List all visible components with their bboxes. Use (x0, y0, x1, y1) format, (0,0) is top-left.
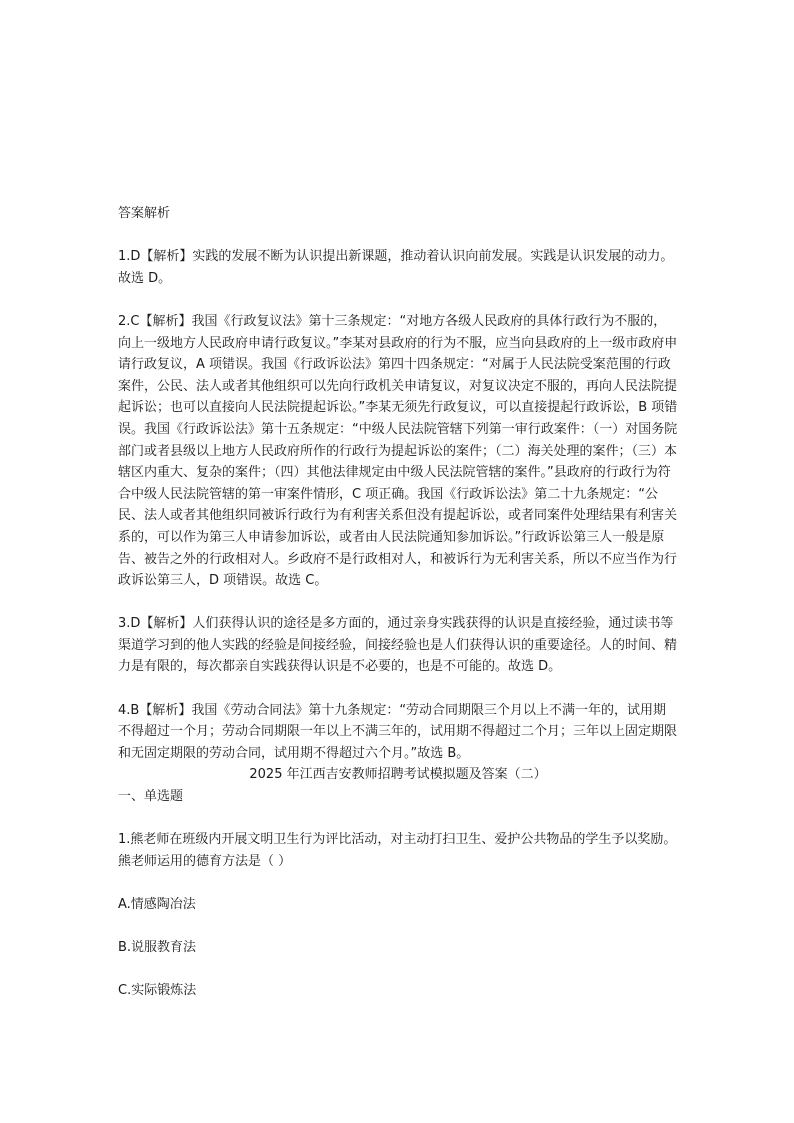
answer-1: 1.D【解析】实践的发展不断为认识提出新课题，推动着认识向前发展。实践是认识发展的动力。故选 D。 (118, 249, 674, 286)
option-b: B.说服教育法 (118, 940, 197, 956)
document-body (118, 203, 678, 1002)
answer-heading: 答案解析 (118, 206, 171, 221)
answer-4: 4.B【解析】我国《劳动合同法》第十九条规定：“劳动合同期限三个月以上不满一年的，试用期不得超过一个月；劳动合同期限一年以上不满三年的，试用期不得超过二个月；三年以上固定期限和无固定期限的劳动合同，试用期不得超过六个月。”故选 B。 (118, 702, 678, 761)
answer-3: 3.D【解析】人们获得认识的途径是多方面的，通过亲身实践获得的认识是直接经验，通过读书等渠道学习到的他人实践的经验是间接经验，间接经验也是人们获得认识的重要途径。人的时间、精力是有限的，每次都亲自实践获得认识是不必要的，也是不可能的。故选 D。 (118, 616, 678, 675)
exam-title: 2025 年江西吉安教师招聘考试模拟题及答案（二） (249, 767, 547, 783)
question-1: 1.熊老师在班级内开展文明卫生行为评比活动，对主动打扫卫生、爱护公共物品的学生予以奖励。熊老师运用的德育方法是（ ） (118, 832, 677, 869)
option-a: A.情感陶冶法 (118, 897, 196, 912)
section-title: 一、单选题 (118, 789, 184, 805)
option-c: C.实际锻炼法 (118, 983, 197, 999)
answer-2: 2.C【解析】我国《行政复议法》第十三条规定：“对地方各级人民政府的具体行政行为不服的，向上一级地方人民政府申请行政复议。”李某对县政府的行为不服，应当向县政府的上一级市政府申请行政复议，A 项错误。我国《行政诉讼法》第四十四条规定：“对属于人民法院受案范围的行政案件，公民、法人或者其他组织可以先向行政机关申请复议，对复议决定不服的，再向人民法院提起诉讼；也可以直接向人民法院提起诉讼。”李某无须先行政复议，可以直接提起行政诉讼，B 项错误。我国《行政诉讼法》第十五条规定：“中级人民法院管辖下列第一审行政案件：（一）对国务院部门或者县级以上地方人民政府所作的行政行为提起诉讼的案件；（二）海关处理的案件；（三）本辖区内重大、复杂的案件；（四）其他法律规定由中级人民法院管辖的案件。”县政府的行政行为符合中级人民法院管辖的第一审案件情形，C 项正确。我国《行政诉讼法》第二十九条规定：“公民、法人或者其他组织同被诉行政行为有利害关系但没有提起诉讼，或者同案件处理结果有利害关系的，可以作为第三人申请参加诉讼，或者由人民法院通知参加诉讼。”行政诉讼第三人一般是原告、被告之外的行政相对人。乡政府不是行政相对人，和被诉行为无利害关系，所以不应当作为行政诉讼第三人，D 项错误。故选 C。 (118, 313, 678, 589)
